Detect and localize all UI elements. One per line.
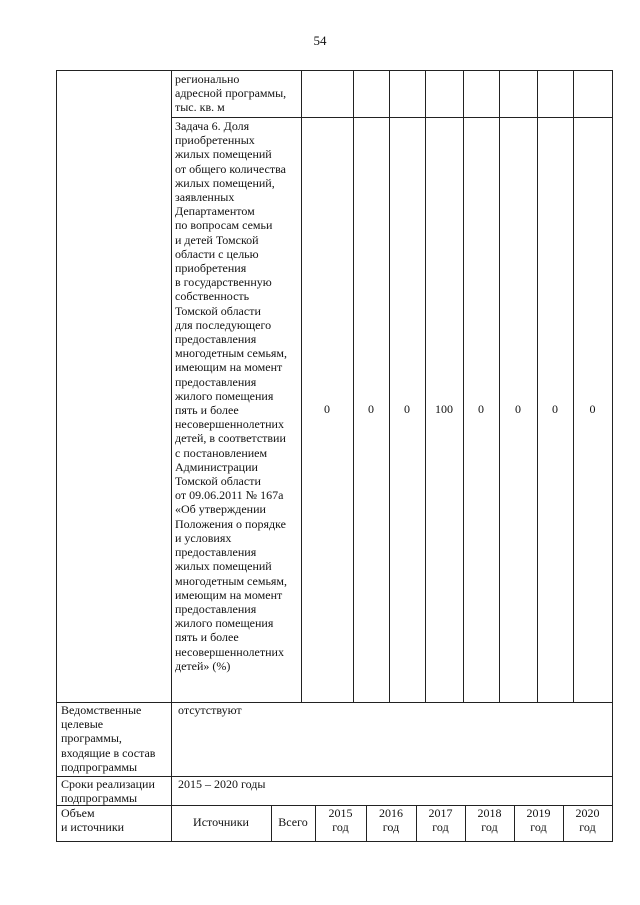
dept-programs-value: отсутствуют <box>178 703 242 717</box>
task6-line: имеющим на момент <box>175 587 283 602</box>
task6-value: 0 <box>552 402 558 416</box>
year-unit: год <box>432 820 449 834</box>
task6-line: предоставления <box>175 545 257 560</box>
terms-value: 2015 – 2020 годы <box>178 777 266 791</box>
year-number: 2017 <box>428 806 453 820</box>
dept-programs-label-line: Ведомственные <box>61 703 142 717</box>
task6-line: предоставления <box>175 332 257 347</box>
task6-line: Томской области <box>175 474 261 489</box>
task6-line: Администрации <box>175 459 258 474</box>
year-unit: год <box>481 820 498 834</box>
task6-line: с постановлением <box>175 445 268 460</box>
task6-line: несовершеннолетних <box>175 417 284 432</box>
funding-year-header <box>416 806 465 834</box>
task6-line: пять и более <box>175 630 239 645</box>
row1-description <box>175 72 286 115</box>
task6-line: жилых помещений, <box>175 175 275 190</box>
year-unit: год <box>382 820 400 834</box>
task6-line: от общего количества <box>175 161 286 176</box>
task6-line: Департаментом <box>175 204 255 219</box>
task6-line: в государственную <box>175 275 272 290</box>
year-unit: год <box>332 820 349 834</box>
funding-label-line: и источники <box>61 820 125 835</box>
dept-programs-label-line: подпрограммы <box>61 759 138 774</box>
task6-line: по вопросам семьи <box>175 218 273 233</box>
year-unit: год <box>579 820 596 834</box>
task6-line: многодетным семьям, <box>175 346 288 361</box>
task6-line: жилых помещений <box>175 147 272 162</box>
task6-value: 100 <box>435 402 453 416</box>
funding-year-header <box>563 806 612 834</box>
funding-label-line: Объем <box>61 806 95 820</box>
funding-total-header: Всего <box>278 815 308 829</box>
terms-label-line: подпрограммы <box>61 791 138 806</box>
task6-value: 0 <box>368 402 374 416</box>
row1-line: регионально <box>175 72 240 86</box>
task6-line: и условиях <box>175 530 232 545</box>
task6-line: приобретенных <box>175 133 255 148</box>
task6-line: имеющим на момент <box>175 360 283 375</box>
task6-value: 0 <box>324 402 330 416</box>
year-number: 2016 <box>379 806 403 820</box>
task6-value: 0 <box>404 402 410 416</box>
row1-line: адресной программы, <box>175 86 287 101</box>
year-unit: год <box>530 820 547 834</box>
dept-programs-label-line: целевые <box>61 717 104 732</box>
task6-line: для последующего <box>175 317 272 332</box>
task6-line: многодетным семьям, <box>175 573 288 588</box>
task6-line: Положения о порядке <box>175 516 286 531</box>
task6-line: собственность <box>175 289 250 304</box>
task6-line: несовершеннолетних <box>175 644 284 659</box>
task6-line: заявленных <box>175 190 235 205</box>
task6-value: 0 <box>515 402 521 416</box>
task6-description <box>175 119 287 673</box>
task6-value: 0 <box>478 402 484 416</box>
task6-line: жилого помещения <box>175 388 274 403</box>
terms-label <box>61 777 155 805</box>
task6-line: жилого помещения <box>175 616 274 631</box>
task6-line: детей» (%) <box>175 658 231 673</box>
task6-line: области с целью <box>175 246 259 261</box>
year-number: 2018 <box>477 806 502 820</box>
dept-programs-label <box>61 703 155 774</box>
page-number: 54 <box>313 33 327 48</box>
task6-line: предоставления <box>175 601 257 616</box>
task6-line: пять и более <box>175 403 239 418</box>
terms-label-line: Сроки реализации <box>61 777 155 791</box>
task6-line: от 09.06.2011 № 167а <box>175 488 284 503</box>
funding-year-header <box>514 806 563 834</box>
row1-line: тыс. кв. м <box>175 100 225 115</box>
year-number: 2020 <box>575 806 600 820</box>
dept-programs-label-line: входящие в состав <box>61 745 156 760</box>
task6-line: «Об утверждении <box>175 502 266 517</box>
funding-year-header <box>315 806 366 834</box>
task6-line: предоставления <box>175 374 257 389</box>
task6-line: жилых помещений <box>175 559 272 574</box>
funding-year-header <box>465 806 514 834</box>
task6-value: 0 <box>589 402 596 416</box>
year-number: 2019 <box>526 806 551 820</box>
task6-line: Томской области <box>175 303 261 318</box>
task6-line: и детей Томской <box>175 232 259 247</box>
dept-programs-label-line: программы, <box>61 731 122 746</box>
year-number: 2015 <box>328 806 353 820</box>
task6-line: приобретения <box>175 261 247 276</box>
task6-line: детей, в соответствии <box>175 431 286 446</box>
funding-label <box>61 806 124 834</box>
funding-sources-header: Источники <box>193 815 249 829</box>
task6-line: Задача 6. Доля <box>175 119 250 133</box>
funding-year-header <box>366 806 416 834</box>
